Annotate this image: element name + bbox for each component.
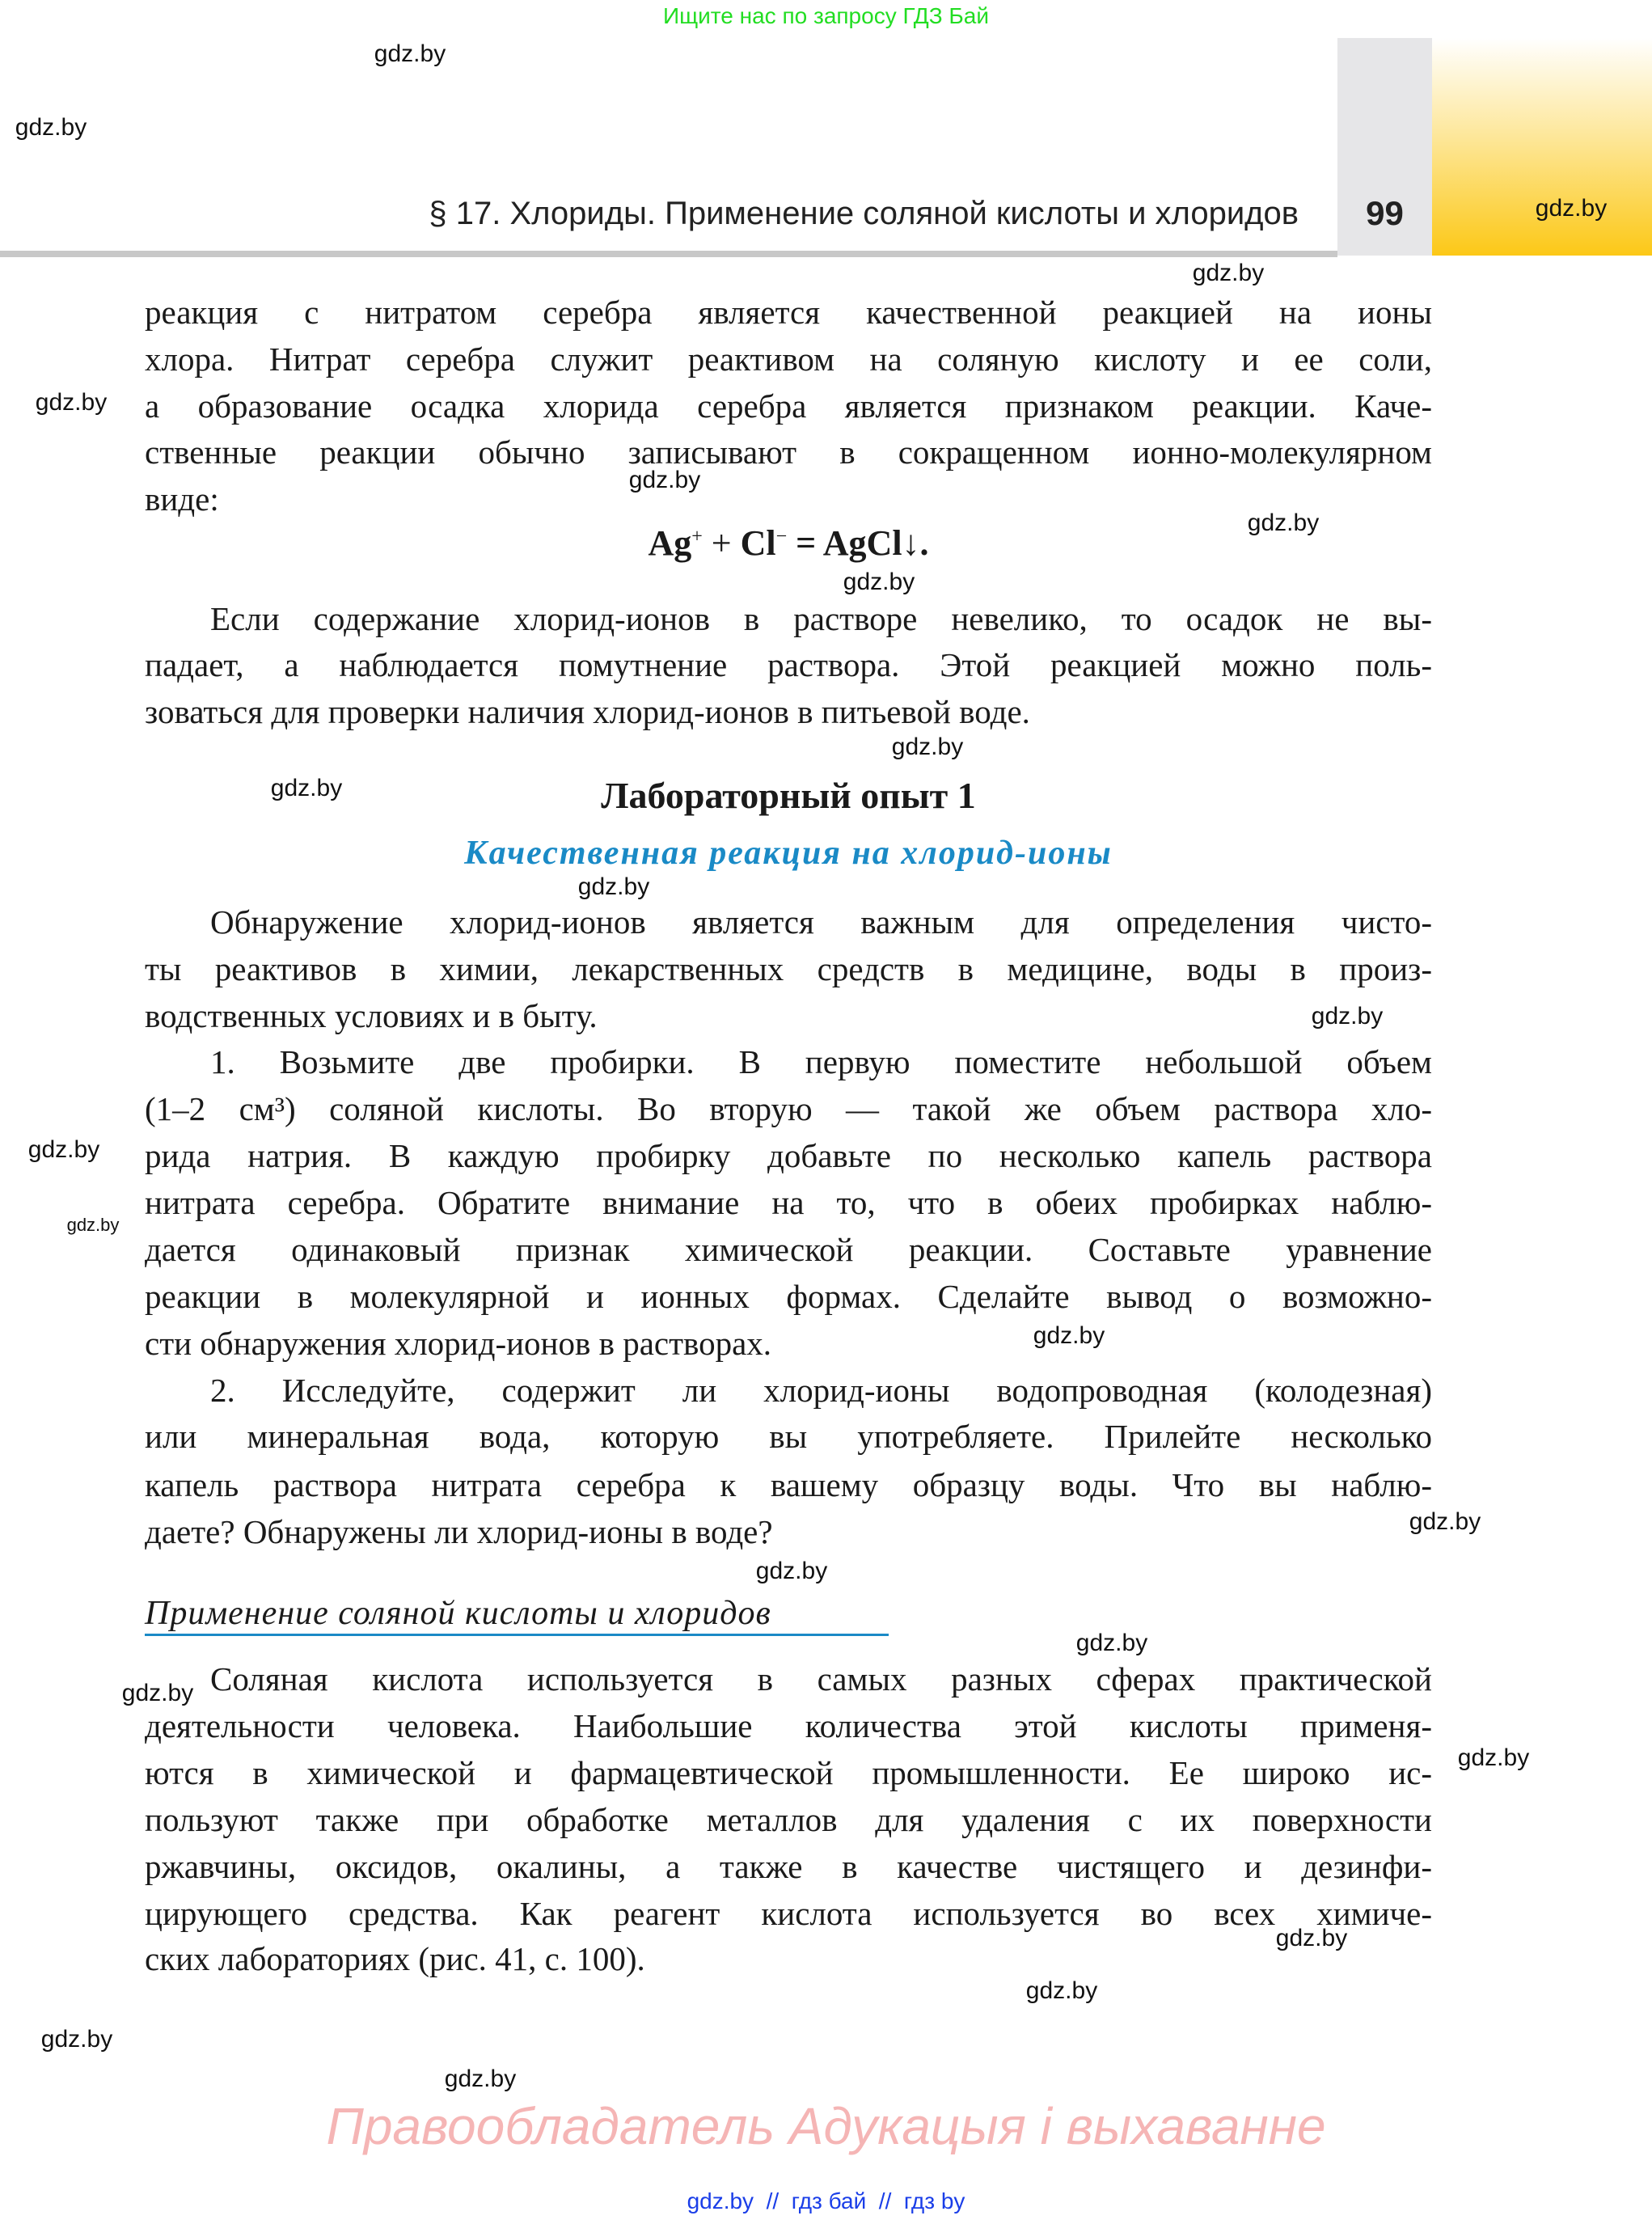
watermark: gdz.by bbox=[444, 2065, 517, 2092]
watermark: gdz.by bbox=[755, 1558, 828, 1584]
watermark: gdz.by bbox=[27, 1136, 100, 1163]
watermark: gdz.by bbox=[1311, 1003, 1384, 1030]
watermark: gdz.by bbox=[843, 569, 915, 595]
body-line: а образование осадка хлорида серебра является признаком реакции. Каче- bbox=[145, 387, 1432, 425]
body-line: ских лабораториях (рис. 41, с. 100). bbox=[145, 1940, 645, 1977]
formula-product: = AgCl↓. bbox=[796, 523, 929, 563]
body-line: 1. Возьмите две пробирки. В первую поместите небольшой объем bbox=[210, 1043, 1432, 1080]
copyright-notice: Правообладатель Адукацыя і выхаванне bbox=[326, 2097, 1326, 2155]
formula-cl-charge: − bbox=[775, 526, 788, 548]
footer-links[interactable]: gdz.by // гдз бай // гдз by bbox=[687, 2188, 965, 2213]
watermark: gdz.by bbox=[891, 734, 964, 760]
body-line: пользуют также при обработке металлов для удаления с их поверхности bbox=[145, 1801, 1432, 1838]
lab-subtitle: Качественная реакция на хлорид-ионы bbox=[464, 835, 1113, 872]
watermark: gdz.by bbox=[1457, 1744, 1530, 1771]
watermark: gdz.by bbox=[1409, 1508, 1481, 1535]
formula-plus: + bbox=[711, 523, 732, 563]
running-header-title: § 17. Хлориды. Применение соляной кислоты и хлоридов bbox=[429, 196, 1299, 231]
watermark: gdz.by bbox=[1025, 1977, 1098, 2004]
watermark: gdz.by bbox=[577, 873, 650, 900]
body-line: цирующего средства. Как реагент кислота используется во всех химиче- bbox=[145, 1895, 1432, 1932]
body-line: нитрата серебра. Обратите внимание на то, что в обеих пробирках наблю- bbox=[145, 1184, 1432, 1221]
watermark: gdz.by bbox=[1033, 1322, 1105, 1349]
body-line: падает, а наблюдается помутнение раствора. Этой реакцией можно поль- bbox=[145, 646, 1432, 683]
top-banner[interactable]: Ищите нас по запросу ГДЗ Бай bbox=[662, 3, 990, 28]
watermark: gdz.by bbox=[66, 1215, 120, 1235]
body-line: рида натрия. В каждую пробирку добавьте по несколько капель раствора bbox=[145, 1137, 1432, 1174]
body-line: капель раствора нитрата серебра к вашему образцу воды. Что вы наблю- bbox=[145, 1466, 1432, 1503]
watermark: gdz.by bbox=[40, 2026, 113, 2053]
watermark: gdz.by bbox=[121, 1680, 194, 1706]
page-number: 99 bbox=[1366, 194, 1404, 232]
header-divider bbox=[0, 251, 1337, 257]
watermark: gdz.by bbox=[35, 389, 108, 416]
watermark: gdz.by bbox=[270, 775, 343, 801]
watermark: gdz.by bbox=[1247, 509, 1320, 536]
body-line: ются в химической и фармацевтической промышленности. Ее широко ис- bbox=[145, 1754, 1432, 1791]
body-line: хлора. Нитрат серебра служит реактивом на соляную кислоту и ее соли, bbox=[145, 340, 1432, 378]
body-line: реакции в молекулярной и ионных формах. Сделайте вывод о возможно- bbox=[145, 1278, 1432, 1315]
body-line: виде: bbox=[145, 480, 219, 518]
formula-ag: Ag bbox=[648, 523, 692, 563]
body-line: Обнаружение хлорид-ионов является важным для определения чисто- bbox=[210, 903, 1432, 941]
watermark: gdz.by bbox=[1535, 195, 1608, 222]
watermark: gdz.by bbox=[374, 40, 446, 67]
body-line: сти обнаружения хлорид-ионов в растворах. bbox=[145, 1325, 772, 1362]
watermark: gdz.by bbox=[1192, 260, 1265, 286]
body-line: ржавчины, оксидов, окалины, а также в качестве чистящего и дезинфи- bbox=[145, 1848, 1432, 1885]
body-line: Соляная кислота используется в самых разных сферах практической bbox=[210, 1660, 1432, 1698]
watermark: gdz.by bbox=[628, 467, 701, 493]
body-line: (1–2 см³) соляной кислоты. Во вторую — такой же объем раствора хло- bbox=[145, 1090, 1432, 1127]
lab-title: Лабораторный опыт 1 bbox=[601, 775, 976, 816]
section-heading: Применение соляной кислоты и хлоридов bbox=[145, 1595, 889, 1636]
body-line: ты реактивов в химии, лекарственных средств в медицине, воды в произ- bbox=[145, 950, 1432, 987]
body-line: деятельности человека. Наибольшие количества этой кислоты применя- bbox=[145, 1707, 1432, 1744]
body-line: Если содержание хлорид-ионов в растворе невелико, то осадок не вы- bbox=[210, 600, 1432, 637]
body-line: или минеральная вода, которую вы употребляете. Прилейте несколько bbox=[145, 1418, 1432, 1455]
body-line: зоваться для проверки наличия хлорид-ионов в питьевой воде. bbox=[145, 693, 1030, 730]
ionic-equation bbox=[648, 522, 928, 565]
body-line: 2. Исследуйте, содержит ли хлорид-ионы водопроводная (колодезная) bbox=[210, 1372, 1432, 1409]
watermark: gdz.by bbox=[1075, 1630, 1148, 1656]
body-line: реакция с нитратом серебра является качественной реакцией на ионы bbox=[145, 294, 1432, 331]
body-line: ственные реакции обычно записывают в сокращенном ионно-молекулярном bbox=[145, 433, 1432, 471]
watermark: gdz.by bbox=[1275, 1925, 1348, 1951]
body-line: дается одинаковый признак химической реакции. Составьте уравнение bbox=[145, 1231, 1432, 1268]
formula-cl: Cl bbox=[740, 523, 776, 563]
watermark: gdz.by bbox=[15, 114, 87, 141]
formula-ag-charge: + bbox=[691, 526, 703, 548]
corner-accent bbox=[1432, 38, 1652, 256]
body-line: водственных условиях и в быту. bbox=[145, 997, 598, 1034]
body-line: даете? Обнаружены ли хлорид-ионы в воде? bbox=[145, 1513, 773, 1550]
